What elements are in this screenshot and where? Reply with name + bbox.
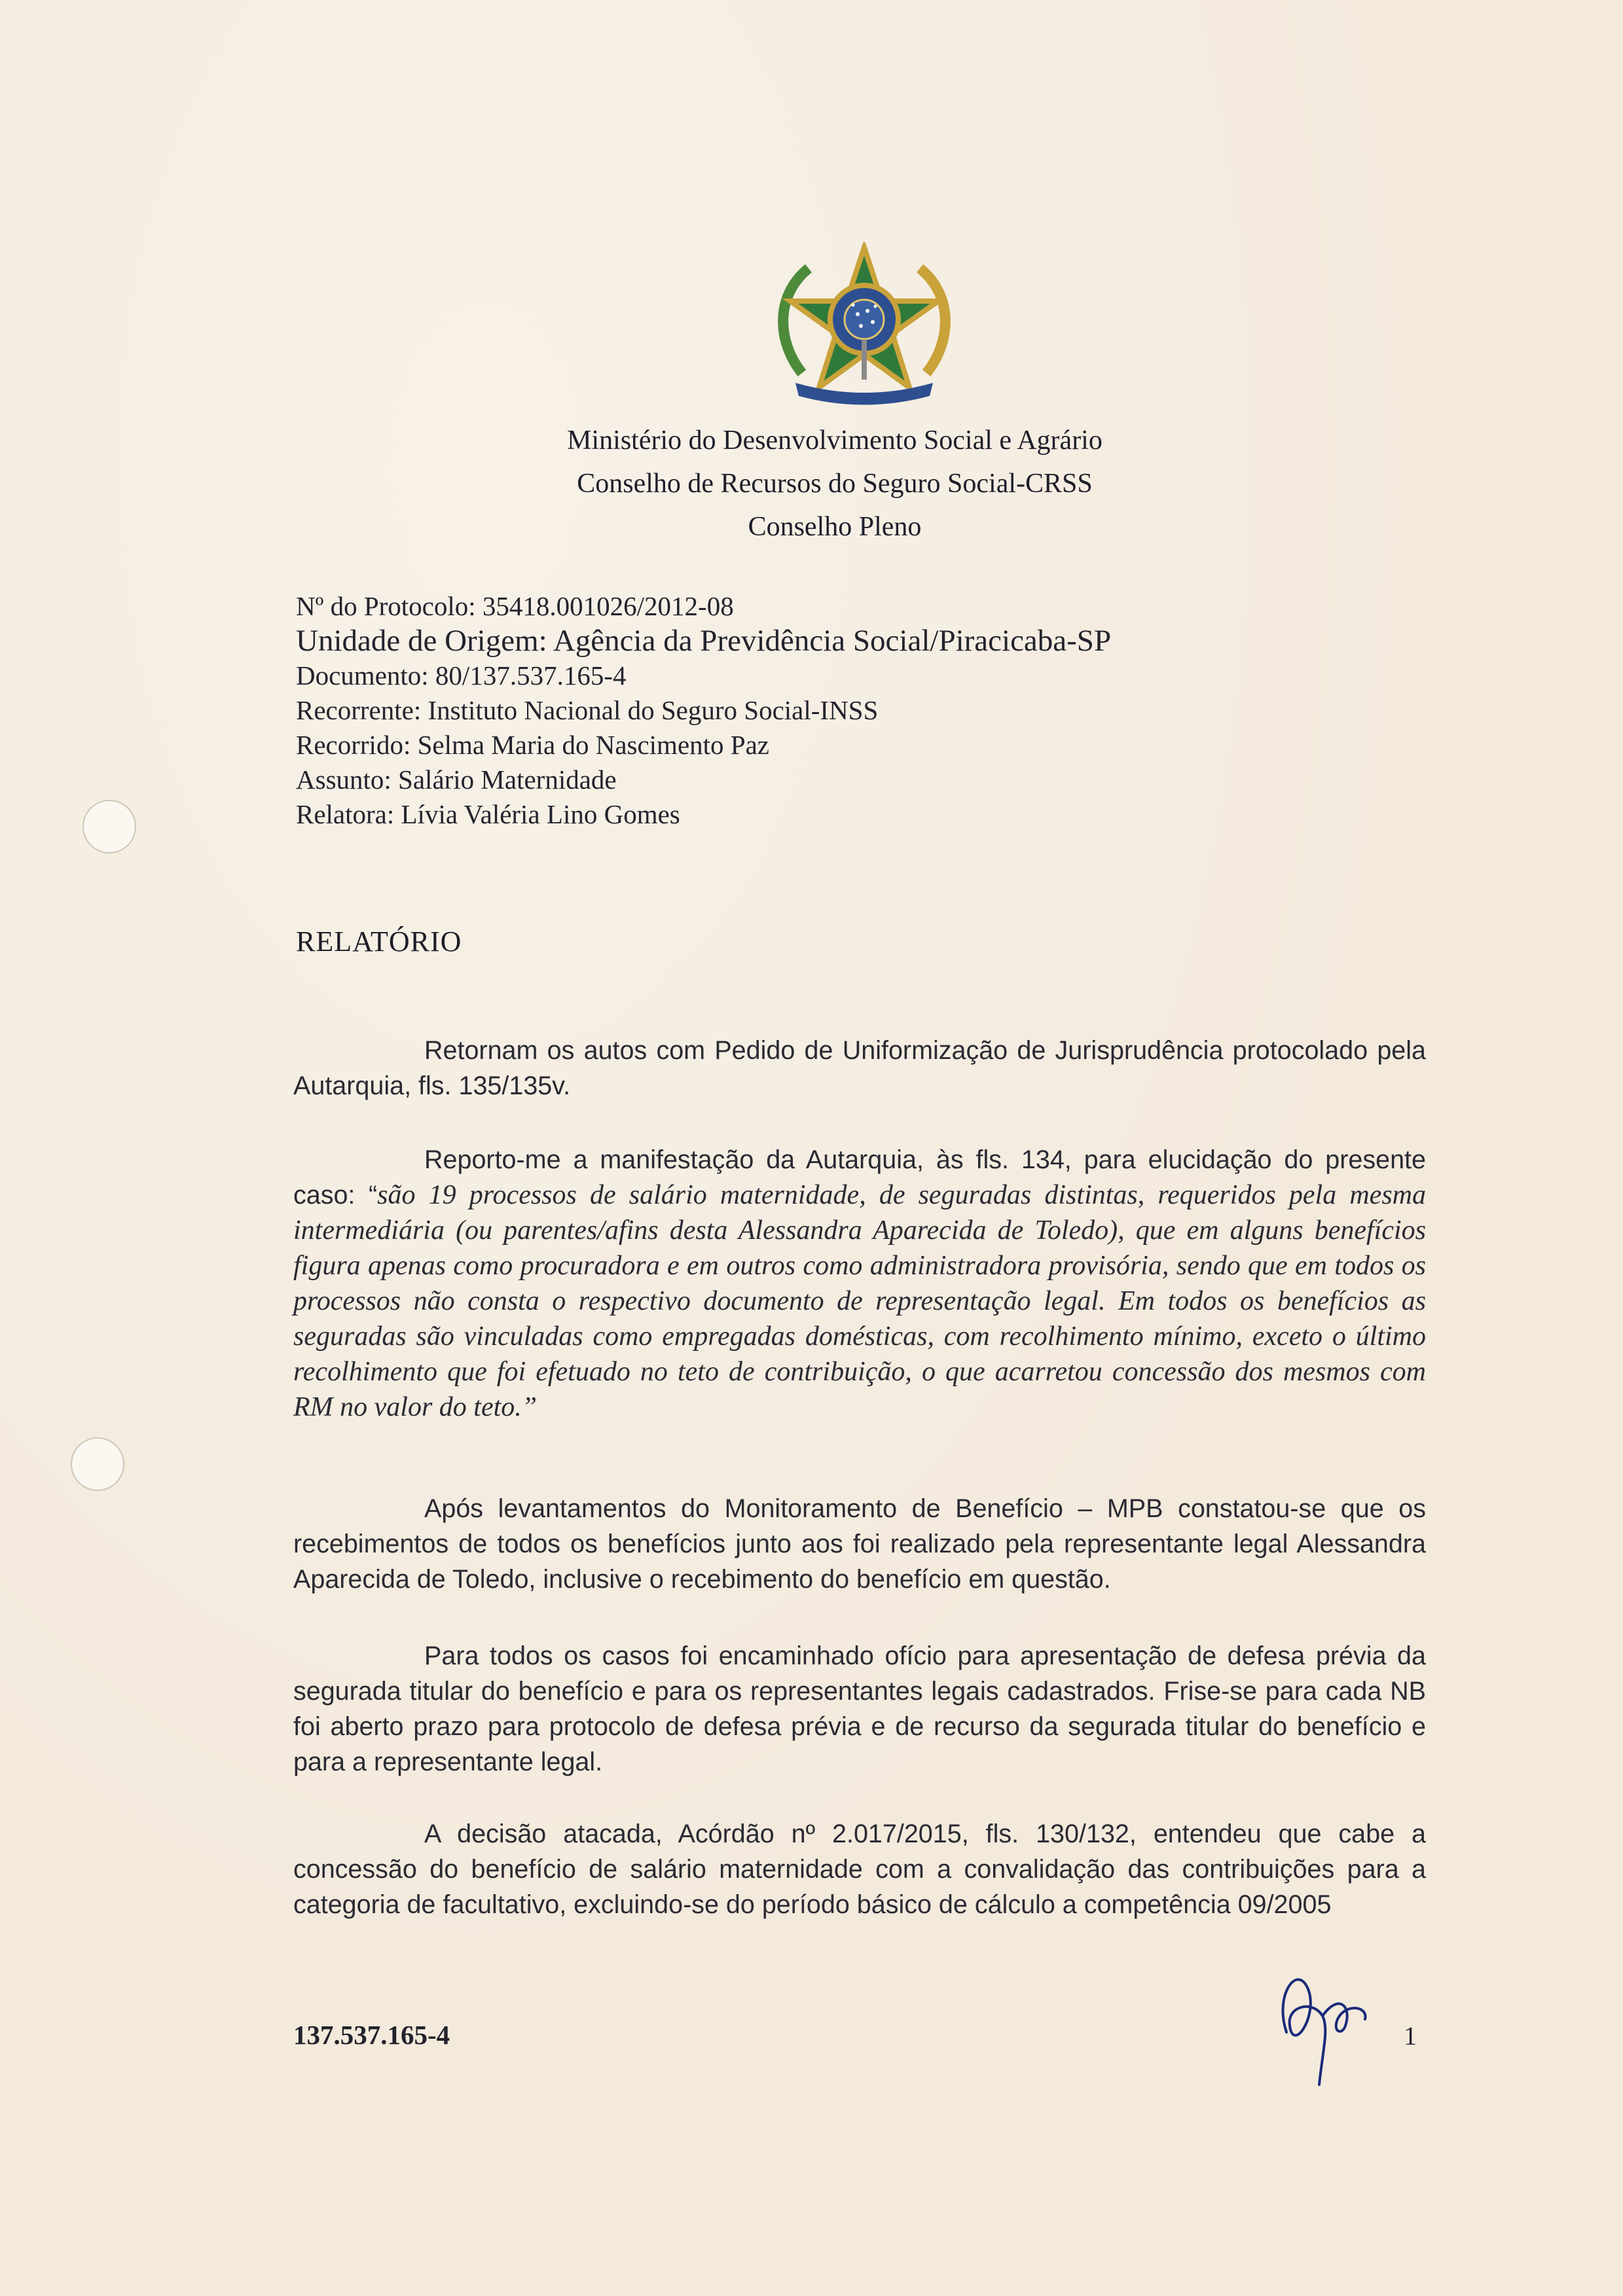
paragraph — [293, 1638, 1426, 1780]
council-name: Conselho de Recursos do Seguro Social-CRSS — [577, 469, 1093, 499]
footer-document-number: 137.537.165-4 — [293, 2020, 450, 2050]
paragraph — [293, 1142, 1426, 1425]
paragraph — [293, 1491, 1426, 1597]
case-metadata — [296, 589, 1474, 832]
punch-hole — [82, 800, 136, 853]
document-number: Documento: 80/137.537.165-4 — [296, 660, 627, 691]
quoted-text: são 19 processos de salário maternidade, de seguradas distintas, requeridos pela mesma intermediária (ou parentes/afins desta Alessandra Aparecida de Toledo), que em alguns benefícios figura apenas como procuradora e em outros como administradora provisória, sendo que em todos os processos não consta o respectivo documento de representação legal. Em todos os benefícios as seguradas são vinculadas como empregadas domésticas, com recolhimento mínimo, exceto o último recolhimento que foi efetuado no teto de contribuição, o que acarretou concessão dos mesmos com RM no valor do teto.” — [293, 1180, 1427, 1422]
council-section: Conselho Pleno — [748, 512, 922, 542]
subject: Assunto: Salário Maternidade — [296, 764, 617, 795]
punch-hole — [71, 1437, 124, 1491]
appellant: Recorrente: Instituto Nacional do Seguro Social-INSS — [296, 695, 879, 725]
paragraph-text: Retornam os autos com Pedido de Uniformização de Jurisprudência protocolado pela Autarquia, fls. 135/135v. — [293, 1036, 1426, 1100]
paragraph — [293, 1816, 1426, 1922]
brazil-coat-of-arms-icon — [769, 242, 959, 406]
page-number: 1 — [1404, 2021, 1417, 2051]
paragraph-text: Reporto-me a manifestação da Autarquia, às fls. 134, para elucidação do presente caso: “ — [293, 1145, 1426, 1210]
handwritten-signature-icon — [1260, 1954, 1411, 2091]
ministry-name: Ministério do Desenvolvimento Social e Agrário — [567, 425, 1103, 456]
protocol-number: Nº do Protocolo: 35418.001026/2012-08 — [296, 591, 734, 621]
paragraph — [293, 1033, 1426, 1103]
section-heading: RELATÓRIO — [296, 925, 462, 958]
paragraph-text: Após levantamentos do Monitoramento de Benefício – MPB constatou-se que os recebimentos de todos os benefícios junto aos foi realizado pela representante legal Alessandra Aparecida de Toledo, inclusive o recebimento do benefício em questão. — [293, 1494, 1426, 1594]
paragraph-text: A decisão atacada, Acórdão nº 2.017/2015, fls. 130/132, entendeu que cabe a concessão do benefício de salário maternidade com a convalidação das contribuições para a categoria de facultativo, excluindo-se do período básico de cálculo a competência 09/2005 — [293, 1820, 1426, 1919]
origin-unit: Unidade de Origem: Agência da Previdência Social/Piracicaba-SP — [296, 624, 1112, 658]
rapporteur: Relatora: Lívia Valéria Lino Gomes — [296, 799, 680, 829]
paragraph-text: Para todos os casos foi encaminhado ofício para apresentação de defesa prévia da segurada titular do benefício e para os representantes legais cadastrados. Frise-se para cada NB foi aberto prazo para protocolo de defesa prévia e de recurso da segurada titular do benefício e para a representante legal. — [293, 1641, 1426, 1776]
appellee: Recorrido: Selma Maria do Nascimento Paz — [296, 730, 769, 760]
document-header — [458, 419, 1211, 548]
